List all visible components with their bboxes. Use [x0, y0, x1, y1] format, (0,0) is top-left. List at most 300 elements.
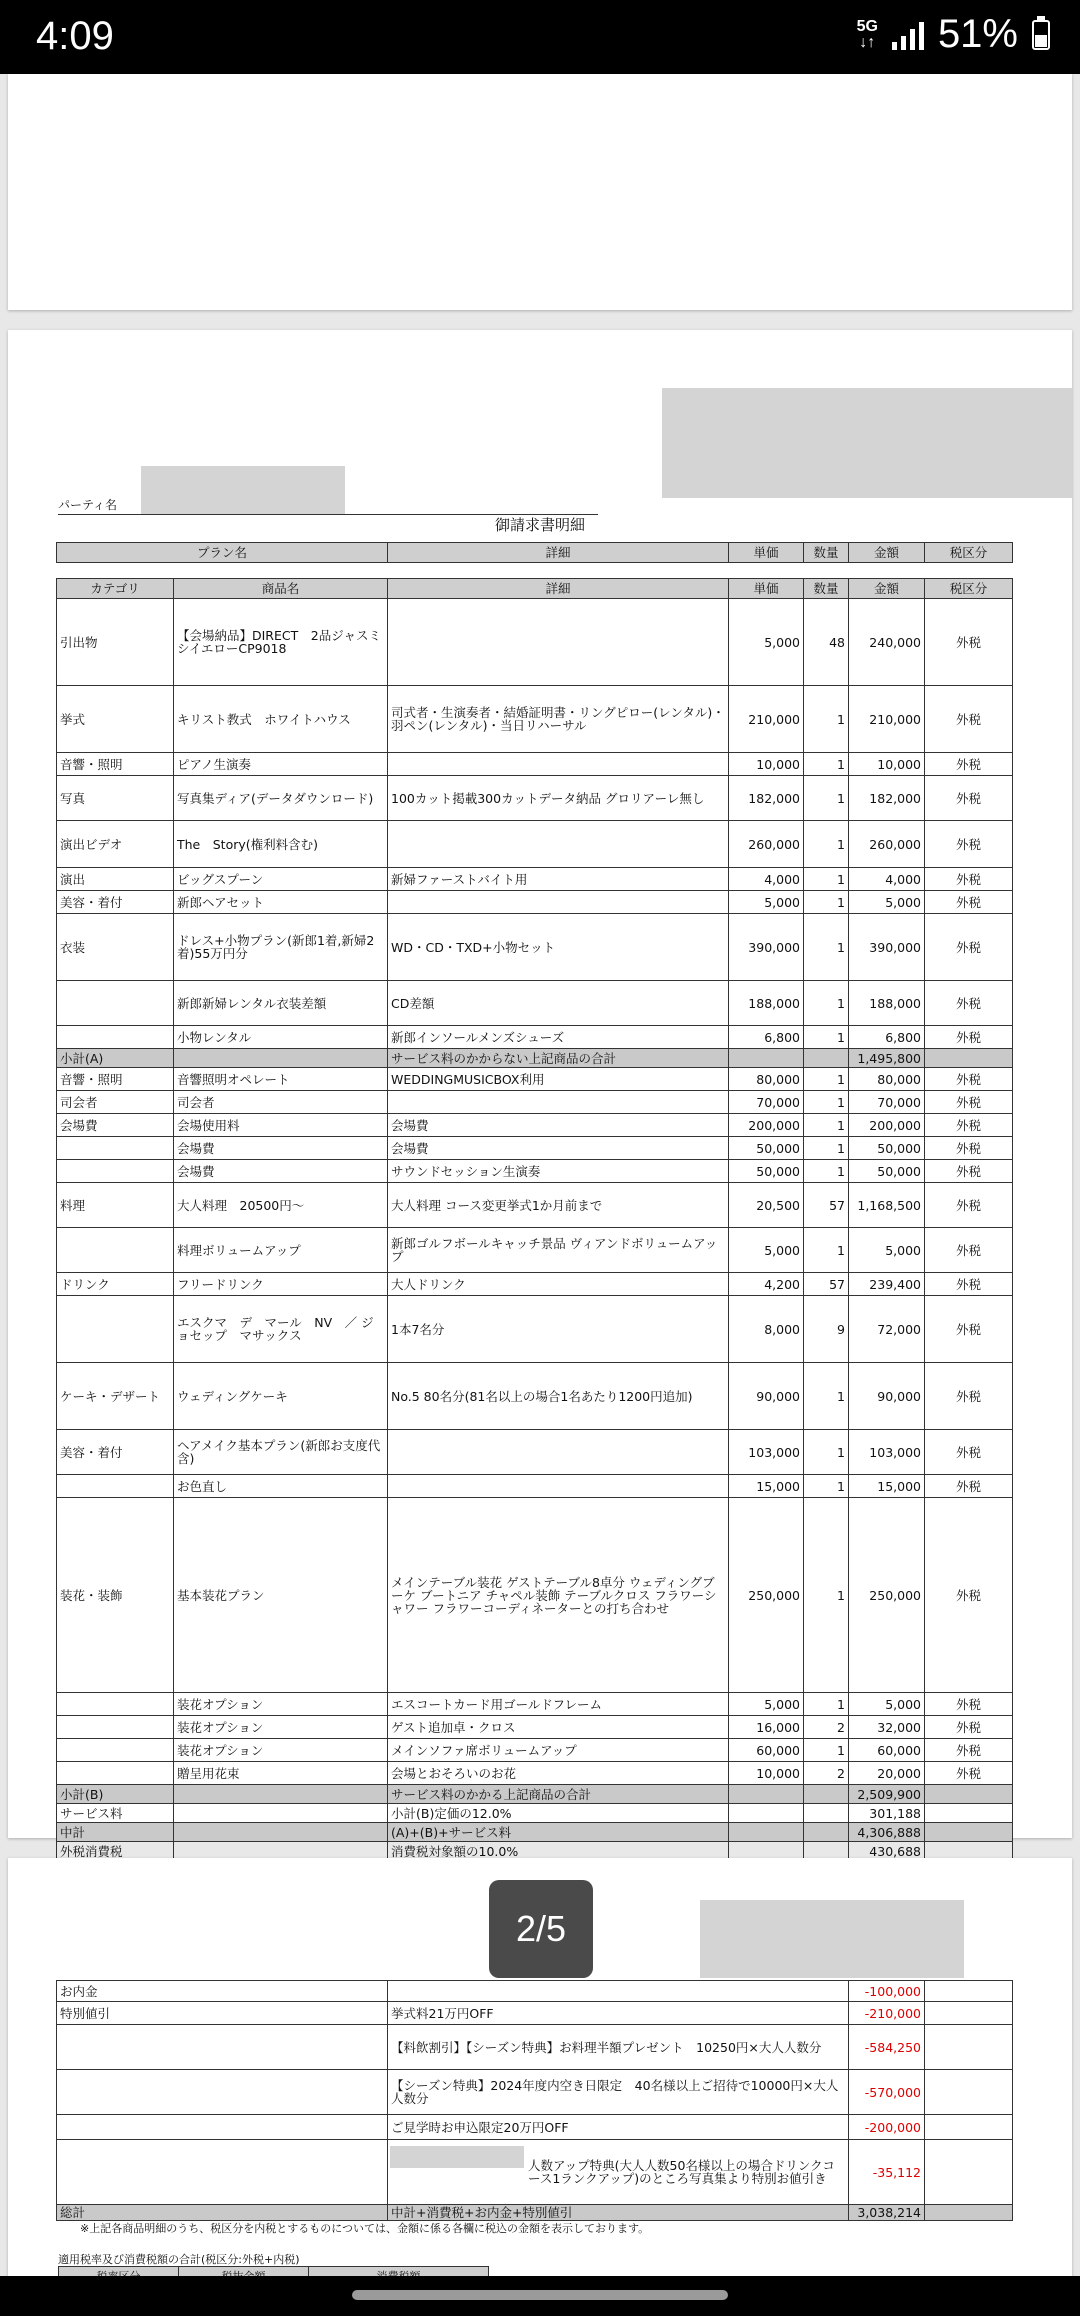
network-label: 5G — [856, 17, 878, 35]
table-row — [57, 1363, 1013, 1430]
cell-price: 390,000 — [729, 914, 804, 981]
cell-amount: 390,000 — [849, 914, 925, 981]
cell-cat: 小計(B) — [57, 1785, 174, 1804]
cell-qty: 1 — [804, 1475, 849, 1498]
cell-cat — [57, 2115, 388, 2140]
cell-qty: 9 — [804, 1296, 849, 1363]
cell-cat — [57, 1296, 174, 1363]
cell-tax — [925, 1049, 1013, 1068]
cell-qty: 1 — [804, 821, 849, 868]
cell-qty: 48 — [804, 599, 849, 686]
cell-amount: 4,306,888 — [849, 1823, 925, 1842]
document-title: 御請求書明細 — [494, 516, 585, 534]
tax-note: ※上記各商品明細のうち、税区分を内税とするものについては、金額に係る各欄に税込の金額を表示しております。 — [80, 2222, 650, 2235]
cell-tax: 外税 — [925, 1273, 1013, 1296]
table-row — [57, 1114, 1013, 1137]
cell-name: ドレス+小物プラン(新郎1着,新婦2着)55万円分 — [174, 914, 388, 981]
cell-cat: 装花・装飾 — [57, 1498, 174, 1693]
cell-qty: 1 — [804, 753, 849, 776]
cell-tax: 外税 — [925, 686, 1013, 753]
cell-detail: 会場費 — [388, 1137, 729, 1160]
summary-header-cell: 詳細 — [388, 543, 729, 563]
cell-tax — [925, 1823, 1013, 1842]
cell-cat — [57, 1160, 174, 1183]
cell-tax: 外税 — [925, 599, 1013, 686]
cell-amount: 260,000 — [849, 821, 925, 868]
cell-cat — [57, 1026, 174, 1049]
cell-tax — [925, 1785, 1013, 1804]
cell-detail: エスコートカード用ゴールドフレーム — [388, 1693, 729, 1716]
cell-qty: 2 — [804, 1762, 849, 1785]
cell-price: 182,000 — [729, 776, 804, 821]
column-header: 金額 — [849, 579, 925, 599]
table-row — [57, 1160, 1013, 1183]
cell-detail: CD差額 — [388, 981, 729, 1026]
cell-qty — [804, 1823, 849, 1842]
cell-qty — [804, 1049, 849, 1068]
cell-name: ビッグスプーン — [174, 868, 388, 891]
cell-amount: 6,800 — [849, 1026, 925, 1049]
cell-amount: 32,000 — [849, 1716, 925, 1739]
cell-price: 50,000 — [729, 1137, 804, 1160]
cell-amount: -200,000 — [849, 2115, 925, 2140]
cell-cat: ケーキ・デザート — [57, 1363, 174, 1430]
cell-cat — [57, 1716, 174, 1739]
cell-tax — [925, 2070, 1013, 2115]
table-row — [57, 1739, 1013, 1762]
cell-name: 大人料理 20500円～ — [174, 1183, 388, 1228]
table-row — [57, 1228, 1013, 1273]
cell-tax: 外税 — [925, 981, 1013, 1026]
table-row — [57, 914, 1013, 981]
cell-price: 60,000 — [729, 1739, 804, 1762]
cell-tax: 外税 — [925, 1762, 1013, 1785]
adjustments-table — [56, 1980, 1013, 2221]
summary-header-cell: プラン名 — [57, 543, 388, 563]
cell-amount: 50,000 — [849, 1160, 925, 1183]
cell-tax — [925, 1981, 1013, 2002]
cell-qty: 2 — [804, 1716, 849, 1739]
cell-price: 10,000 — [729, 753, 804, 776]
cell-price: 188,000 — [729, 981, 804, 1026]
cell-detail: 新婦ファーストバイト用 — [388, 868, 729, 891]
table-row — [57, 1762, 1013, 1785]
cell-detail — [388, 1981, 849, 2002]
cell-cat: 美容・着付 — [57, 891, 174, 914]
cell-tax — [925, 2002, 1013, 2025]
cell-detail: No.5 80名分(81名以上の場合1名あたり1200円追加) — [388, 1363, 729, 1430]
cell-cat — [57, 2025, 388, 2070]
cell-price: 50,000 — [729, 1160, 804, 1183]
cell-price: 80,000 — [729, 1068, 804, 1091]
cell-cat: 演出ビデオ — [57, 821, 174, 868]
cell-detail: 100カット掲載300カットデータ納品 グロリアーレ無し — [388, 776, 729, 821]
cell-qty: 1 — [804, 686, 849, 753]
cell-amount: -570,000 — [849, 2070, 925, 2115]
cell-name: 装花オプション — [174, 1739, 388, 1762]
cell-detail — [388, 1091, 729, 1114]
cell-name — [174, 1804, 388, 1823]
cell-name: 写真集ディア(データダウンロード) — [174, 776, 388, 821]
cell-detail — [388, 599, 729, 686]
cell-amount: 5,000 — [849, 891, 925, 914]
cell-amount: 103,000 — [849, 1430, 925, 1475]
adjustment-row — [57, 2140, 1013, 2205]
cell-tax: 外税 — [925, 1716, 1013, 1739]
table-row — [57, 1498, 1013, 1693]
party-label: パーティ名 — [58, 498, 118, 512]
cell-price: 20,500 — [729, 1183, 804, 1228]
cell-name — [174, 1823, 388, 1842]
cell-tax: 外税 — [925, 868, 1013, 891]
cell-name: 装花オプション — [174, 1693, 388, 1716]
table-row — [57, 1296, 1013, 1363]
column-header: 数量 — [804, 579, 849, 599]
table-row — [57, 1183, 1013, 1228]
cell-detail: 小計(B)定価の12.0% — [388, 1804, 729, 1823]
cell-detail: 新郎インソールメンズシューズ — [388, 1026, 729, 1049]
cell-amount: 1,168,500 — [849, 1183, 925, 1228]
cell-detail — [388, 821, 729, 868]
cell-cat: お内金 — [57, 1981, 388, 2002]
table-row — [57, 1823, 1013, 1842]
cell-amount: 1,495,800 — [849, 1049, 925, 1068]
cell-cat: 司会者 — [57, 1091, 174, 1114]
cell-tax: 外税 — [925, 1137, 1013, 1160]
cell-tax: 外税 — [925, 1160, 1013, 1183]
cell-qty: 1 — [804, 1114, 849, 1137]
cell-tax: 外税 — [925, 776, 1013, 821]
cell-name: 会場使用料 — [174, 1114, 388, 1137]
cell-cat — [57, 1137, 174, 1160]
cell-tax: 外税 — [925, 1026, 1013, 1049]
cell-tax: 外税 — [925, 914, 1013, 981]
cell-detail: 会場とおそろいのお花 — [388, 1762, 729, 1785]
cell-tax: 外税 — [925, 1498, 1013, 1693]
table-row — [57, 1693, 1013, 1716]
cell-cat — [57, 981, 174, 1026]
cell-name: 【会場納品】DIRECT 2品ジャスミ シイエローCP9018 — [174, 599, 388, 686]
pdf-page-1 — [8, 74, 1072, 310]
cell-qty: 1 — [804, 1363, 849, 1430]
home-gesture-bar[interactable] — [352, 2290, 728, 2300]
table-row — [57, 1049, 1013, 1068]
cell-detail: ご見学時お申込限定20万円OFF — [388, 2115, 849, 2140]
cell-price: 70,000 — [729, 1091, 804, 1114]
cell-name: ヘアメイク基本プラン(新郎お支度代含) — [174, 1430, 388, 1475]
cell-detail: 消費税対象額の10.0% — [388, 1842, 729, 1861]
cell-detail: ゲスト追加卓・クロス — [388, 1716, 729, 1739]
table-row — [57, 821, 1013, 868]
redaction-box — [662, 388, 1072, 498]
cell-name: エスクマ デ マール NV ／ ジョセップ マサックス — [174, 1296, 388, 1363]
cell-cat: 特別値引 — [57, 2002, 388, 2025]
table-row — [57, 1137, 1013, 1160]
cell-name: 新郎ヘアセット — [174, 891, 388, 914]
cell-detail: WEDDINGMUSICBOX利用 — [388, 1068, 729, 1091]
cell-detail — [388, 1475, 729, 1498]
network-icon — [857, 19, 878, 51]
cell-detail: 大人ドリンク — [388, 1273, 729, 1296]
cell-qty: 1 — [804, 1160, 849, 1183]
table-row — [57, 1716, 1013, 1739]
cell-name — [174, 1785, 388, 1804]
adjustment-row — [57, 2002, 1013, 2025]
cell-cat: 衣装 — [57, 914, 174, 981]
cell-tax: 外税 — [925, 1693, 1013, 1716]
cell-qty: 1 — [804, 914, 849, 981]
cell-name: 贈呈用花束 — [174, 1762, 388, 1785]
cell-amount: 430,688 — [849, 1842, 925, 1861]
cell-name: 音響照明オペレート — [174, 1068, 388, 1091]
cell-price — [729, 1823, 804, 1842]
cell-qty: 1 — [804, 1068, 849, 1091]
cell-qty: 1 — [804, 868, 849, 891]
cell-qty: 1 — [804, 1693, 849, 1716]
cell-detail — [388, 1430, 729, 1475]
table-row — [57, 1475, 1013, 1498]
total-detail: 中計+消費税+お内金+特別値引 — [388, 2205, 849, 2221]
cell-tax: 外税 — [925, 1114, 1013, 1137]
table-row — [57, 891, 1013, 914]
cell-detail: (A)+(B)+サービス料 — [388, 1823, 729, 1842]
cell-amount: 250,000 — [849, 1498, 925, 1693]
cell-name: 会場費 — [174, 1160, 388, 1183]
cell-amount: -210,000 — [849, 2002, 925, 2025]
cell-name: 会場費 — [174, 1137, 388, 1160]
cell-name: 装花オプション — [174, 1716, 388, 1739]
cell-price: 200,000 — [729, 1114, 804, 1137]
cell-tax: 外税 — [925, 1068, 1013, 1091]
cell-tax: 外税 — [925, 821, 1013, 868]
table-row — [57, 753, 1013, 776]
cell-amount: 60,000 — [849, 1739, 925, 1762]
cell-price: 210,000 — [729, 686, 804, 753]
adjustment-row — [57, 2025, 1013, 2070]
cell-name: 基本装花プラン — [174, 1498, 388, 1693]
cell-cat: 挙式 — [57, 686, 174, 753]
cell-qty: 1 — [804, 1739, 849, 1762]
signal-icon — [892, 20, 924, 50]
redaction-box — [390, 2146, 524, 2168]
total-amount: 3,038,214 — [849, 2205, 925, 2221]
cell-detail: メインソファ席ボリュームアップ — [388, 1739, 729, 1762]
cell-cat: 引出物 — [57, 599, 174, 686]
cell-amount: 80,000 — [849, 1068, 925, 1091]
status-icons — [857, 12, 1050, 57]
redaction-box — [700, 1900, 964, 1978]
table-row — [57, 868, 1013, 891]
cell-detail: 1本7名分 — [388, 1296, 729, 1363]
cell-detail: サウンドセッション生演奏 — [388, 1160, 729, 1183]
cell-amount: 70,000 — [849, 1091, 925, 1114]
cell-cat: 中計 — [57, 1823, 174, 1842]
cell-tax: 外税 — [925, 753, 1013, 776]
cell-detail: メインテーブル装花 ゲストテーブル8卓分 ウェディングブーケ ブートニア チャペル装飾 テーブルクロス フラワーシャワー フラワーコーディネーターとの打ち合わせ — [388, 1498, 729, 1693]
cell-price: 5,000 — [729, 1228, 804, 1273]
page-indicator: 2/5 — [489, 1880, 593, 1978]
cell-detail: 挙式料21万円OFF — [388, 2002, 849, 2025]
cell-amount: 2,509,900 — [849, 1785, 925, 1804]
total-label: 総計 — [57, 2205, 388, 2221]
cell-name: 司会者 — [174, 1091, 388, 1114]
cell-qty — [804, 1785, 849, 1804]
cell-tax: 外税 — [925, 1091, 1013, 1114]
cell-price: 103,000 — [729, 1430, 804, 1475]
cell-price: 260,000 — [729, 821, 804, 868]
table-row — [57, 776, 1013, 821]
column-header: 詳細 — [388, 579, 729, 599]
cell-amount: 301,188 — [849, 1804, 925, 1823]
cell-amount: 10,000 — [849, 753, 925, 776]
tax-summary-label: 適用税率及び消費税額の合計(税区分:外税+内税) — [58, 2253, 300, 2266]
table-row — [57, 599, 1013, 686]
cell-qty: 1 — [804, 1498, 849, 1693]
column-header: 単価 — [729, 579, 804, 599]
cell-price — [729, 1785, 804, 1804]
cell-detail: 人数アップ特典(大人人数50名様以上の場合ドリンクコース1ランクアップ)のところ写真集より特別お値引き — [388, 2140, 849, 2205]
cell-cat: 美容・着付 — [57, 1430, 174, 1475]
cell-name: The Story(権利料含む) — [174, 821, 388, 868]
plan-summary-table — [56, 542, 1013, 563]
cell-cat: 外税消費税 — [57, 1842, 174, 1861]
cell-price — [729, 1804, 804, 1823]
cell-cat — [57, 1228, 174, 1273]
adjustment-row — [57, 2070, 1013, 2115]
cell-price: 15,000 — [729, 1475, 804, 1498]
cell-detail: 【シーズン特典】2024年度内空き日限定 40名様以上ご招待で10000円×大人人数分 — [388, 2070, 849, 2115]
cell-qty: 57 — [804, 1273, 849, 1296]
cell-name: キリスト教式 ホワイトハウス — [174, 686, 388, 753]
cell-qty: 1 — [804, 891, 849, 914]
cell-name: 新郎新婦レンタル衣装差額 — [174, 981, 388, 1026]
summary-header-cell: 金額 — [849, 543, 925, 563]
cell-name: ピアノ生演奏 — [174, 753, 388, 776]
cell-amount: 15,000 — [849, 1475, 925, 1498]
cell-detail: WD・CD・TXD+小物セット — [388, 914, 729, 981]
cell-cat: サービス料 — [57, 1804, 174, 1823]
cell-cat: 音響・照明 — [57, 753, 174, 776]
cell-qty: 1 — [804, 776, 849, 821]
adjustment-row — [57, 2115, 1013, 2140]
status-bar — [0, 0, 1080, 74]
cell-cat: 演出 — [57, 868, 174, 891]
cell-amount: 90,000 — [849, 1363, 925, 1430]
cell-qty: 1 — [804, 1137, 849, 1160]
cell-name: 小物レンタル — [174, 1026, 388, 1049]
cell-detail — [388, 753, 729, 776]
cell-name: フリードリンク — [174, 1273, 388, 1296]
table-row — [57, 1026, 1013, 1049]
redaction-box — [141, 466, 345, 514]
cell-tax — [925, 1804, 1013, 1823]
cell-detail — [388, 891, 729, 914]
cell-tax — [925, 2115, 1013, 2140]
cell-amount: -35,112 — [849, 2140, 925, 2205]
cell-qty: 57 — [804, 1183, 849, 1228]
table-row — [57, 1091, 1013, 1114]
cell-price: 16,000 — [729, 1716, 804, 1739]
cell-tax — [925, 2205, 1013, 2221]
table-row — [57, 1068, 1013, 1091]
cell-price — [729, 1049, 804, 1068]
cell-tax: 外税 — [925, 1296, 1013, 1363]
cell-detail: 【料飲割引】【シーズン特典】お料理半額プレゼント 10250円×大人人数分 — [388, 2025, 849, 2070]
column-header: 商品名 — [174, 579, 388, 599]
cell-amount: 239,400 — [849, 1273, 925, 1296]
cell-qty — [804, 1804, 849, 1823]
cell-qty: 1 — [804, 981, 849, 1026]
cell-amount: -100,000 — [849, 1981, 925, 2002]
cell-tax: 外税 — [925, 1739, 1013, 1762]
cell-amount: 50,000 — [849, 1137, 925, 1160]
cell-price: 5,000 — [729, 891, 804, 914]
column-header: カテゴリ — [57, 579, 174, 599]
invoice-detail-table — [56, 578, 1013, 1861]
cell-amount: 5,000 — [849, 1228, 925, 1273]
cell-amount: 4,000 — [849, 868, 925, 891]
cell-name: ウェディングケーキ — [174, 1363, 388, 1430]
cell-tax: 外税 — [925, 891, 1013, 914]
table-header-row — [57, 579, 1013, 599]
cell-cat: 料理 — [57, 1183, 174, 1228]
table-row — [57, 981, 1013, 1026]
cell-amount: 20,000 — [849, 1762, 925, 1785]
cell-qty: 1 — [804, 1026, 849, 1049]
cell-amount: 182,000 — [849, 776, 925, 821]
cell-cat — [57, 2070, 388, 2115]
cell-cat — [57, 2140, 388, 2205]
cell-detail: 大人料理 コース変更挙式1か月前まで — [388, 1183, 729, 1228]
table-row — [57, 1785, 1013, 1804]
cell-tax: 外税 — [925, 1183, 1013, 1228]
cell-cat: ドリンク — [57, 1273, 174, 1296]
cell-amount: 5,000 — [849, 1693, 925, 1716]
table-row — [57, 1804, 1013, 1823]
cell-cat: 小計(A) — [57, 1049, 174, 1068]
column-header: 税区分 — [925, 579, 1013, 599]
cell-amount: 72,000 — [849, 1296, 925, 1363]
cell-cat: 会場費 — [57, 1114, 174, 1137]
table-row — [57, 686, 1013, 753]
table-row — [57, 1273, 1013, 1296]
pdf-page-2 — [8, 330, 1072, 1859]
cell-tax — [925, 2140, 1013, 2205]
cell-cat — [57, 1739, 174, 1762]
status-time: 4:09 — [36, 14, 114, 58]
cell-qty: 1 — [804, 1091, 849, 1114]
total-row — [57, 2205, 1013, 2221]
cell-cat: 音響・照明 — [57, 1068, 174, 1091]
summary-header-cell: 税区分 — [925, 543, 1013, 563]
cell-tax: 外税 — [925, 1475, 1013, 1498]
cell-cat — [57, 1475, 174, 1498]
cell-price: 90,000 — [729, 1363, 804, 1430]
cell-amount: -584,250 — [849, 2025, 925, 2070]
cell-tax — [925, 2025, 1013, 2070]
cell-detail: 司式者・生演奏者・結婚証明書・リングピロー(レンタル)・羽ペン(レンタル)・当日リハーサル — [388, 686, 729, 753]
navigation-bar — [0, 2276, 1080, 2316]
table-row — [57, 1430, 1013, 1475]
summary-header-cell: 単価 — [729, 543, 804, 563]
cell-price: 250,000 — [729, 1498, 804, 1693]
cell-name — [174, 1049, 388, 1068]
cell-price: 10,000 — [729, 1762, 804, 1785]
cell-tax: 外税 — [925, 1363, 1013, 1430]
cell-detail: サービス料のかからない上記商品の合計 — [388, 1049, 729, 1068]
cell-cat: 写真 — [57, 776, 174, 821]
battery-percent: 51% — [937, 12, 1018, 56]
